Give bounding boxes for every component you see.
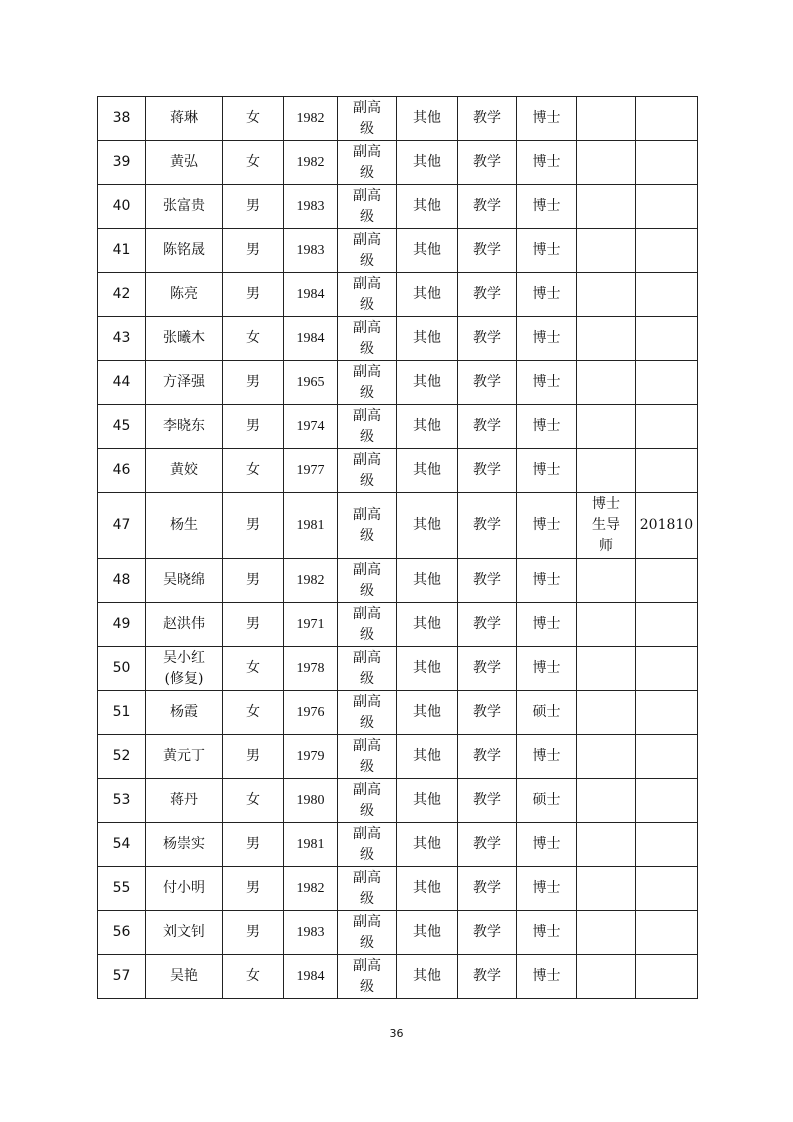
- row-number-cell: 48: [98, 559, 146, 603]
- post-cell: 教学: [458, 405, 517, 449]
- title-line: 级: [360, 978, 374, 995]
- title-line: 级: [360, 758, 374, 775]
- name-cell: 蒋琳: [146, 97, 223, 141]
- post-cell: 教学: [458, 867, 517, 911]
- birth-year-cell: 1983: [284, 185, 338, 229]
- appointment-date-cell: [636, 911, 698, 955]
- category-cell: 其他: [397, 405, 458, 449]
- supervisor-cell: [577, 449, 636, 493]
- name-cell: 杨霞: [146, 691, 223, 735]
- appointment-date-cell: 201810: [636, 493, 698, 559]
- degree-cell: 博士: [517, 185, 577, 229]
- birth-year-cell: 1981: [284, 823, 338, 867]
- name-cell: 吴艳: [146, 955, 223, 999]
- supervisor-cell: [577, 603, 636, 647]
- supervisor-cell: [577, 229, 636, 273]
- title-line: 副高: [353, 99, 381, 116]
- title-cell: [338, 691, 397, 735]
- title-line: 级: [360, 164, 374, 181]
- appointment-date-cell: [636, 229, 698, 273]
- degree-cell: 博士: [517, 273, 577, 317]
- title-line: 级: [360, 670, 374, 687]
- birth-year-cell: 1979: [284, 735, 338, 779]
- title-cell: [338, 823, 397, 867]
- degree-cell: 博士: [517, 955, 577, 999]
- gender-cell: 女: [223, 141, 284, 185]
- post-cell: 教学: [458, 647, 517, 691]
- table-row: [98, 405, 698, 449]
- gender-cell: 女: [223, 647, 284, 691]
- degree-cell: 博士: [517, 559, 577, 603]
- table-row: [98, 823, 698, 867]
- title-cell: [338, 647, 397, 691]
- table-row: [98, 647, 698, 691]
- birth-year-cell: 1983: [284, 911, 338, 955]
- table-row: [98, 603, 698, 647]
- table-row: [98, 229, 698, 273]
- name-cell: 张曦木: [146, 317, 223, 361]
- table-row: [98, 911, 698, 955]
- gender-cell: 男: [223, 735, 284, 779]
- title-cell: [338, 559, 397, 603]
- degree-cell: 博士: [517, 141, 577, 185]
- table-row: [98, 361, 698, 405]
- supervisor-cell: [577, 647, 636, 691]
- category-cell: 其他: [397, 691, 458, 735]
- title-cell: [338, 955, 397, 999]
- table-row: [98, 691, 698, 735]
- row-number-cell: 51: [98, 691, 146, 735]
- birth-year-cell: 1965: [284, 361, 338, 405]
- title-line: 副高: [353, 363, 381, 380]
- title-line: 副高: [353, 319, 381, 336]
- appointment-date-cell: [636, 317, 698, 361]
- degree-cell: 博士: [517, 603, 577, 647]
- birth-year-cell: 1971: [284, 603, 338, 647]
- name-line: 吴小红: [163, 649, 205, 666]
- supervisor-cell: [577, 317, 636, 361]
- category-cell: 其他: [397, 559, 458, 603]
- post-cell: 教学: [458, 273, 517, 317]
- supervisor-cell: [577, 691, 636, 735]
- birth-year-cell: 1982: [284, 97, 338, 141]
- birth-year-cell: 1974: [284, 405, 338, 449]
- name-cell: 杨生: [146, 493, 223, 559]
- title-line: 级: [360, 890, 374, 907]
- post-cell: 教学: [458, 779, 517, 823]
- title-cell: [338, 911, 397, 955]
- birth-year-cell: 1982: [284, 141, 338, 185]
- category-cell: 其他: [397, 273, 458, 317]
- supervisor-line: 师: [599, 538, 613, 554]
- title-line: 级: [360, 714, 374, 731]
- title-line: 级: [360, 340, 374, 357]
- title-line: 级: [360, 120, 374, 137]
- category-cell: 其他: [397, 361, 458, 405]
- appointment-date-cell: [636, 361, 698, 405]
- gender-cell: 女: [223, 317, 284, 361]
- row-number-cell: 39: [98, 141, 146, 185]
- title-cell: [338, 449, 397, 493]
- gender-cell: 男: [223, 823, 284, 867]
- title-line: 副高: [353, 781, 381, 798]
- post-cell: 教学: [458, 603, 517, 647]
- title-cell: [338, 97, 397, 141]
- category-cell: 其他: [397, 867, 458, 911]
- post-cell: 教学: [458, 911, 517, 955]
- table-row: [98, 449, 698, 493]
- gender-cell: 男: [223, 559, 284, 603]
- name-cell: 杨崇实: [146, 823, 223, 867]
- supervisor-cell: [577, 97, 636, 141]
- title-line: 级: [360, 626, 374, 643]
- appointment-date-cell: [636, 867, 698, 911]
- appointment-date-cell: [636, 955, 698, 999]
- appointment-date-cell: [636, 449, 698, 493]
- birth-year-cell: 1976: [284, 691, 338, 735]
- category-cell: 其他: [397, 493, 458, 559]
- category-cell: 其他: [397, 911, 458, 955]
- title-line: 副高: [353, 407, 381, 424]
- title-line: 副高: [353, 143, 381, 160]
- degree-cell: 博士: [517, 317, 577, 361]
- degree-cell: 博士: [517, 647, 577, 691]
- gender-cell: 男: [223, 911, 284, 955]
- birth-year-cell: 1982: [284, 559, 338, 603]
- post-cell: 教学: [458, 493, 517, 559]
- birth-year-cell: 1982: [284, 867, 338, 911]
- title-cell: [338, 361, 397, 405]
- appointment-date-cell: [636, 97, 698, 141]
- category-cell: 其他: [397, 823, 458, 867]
- title-line: 级: [360, 582, 374, 599]
- table-row: [98, 97, 698, 141]
- title-line: 副高: [353, 693, 381, 710]
- post-cell: 教学: [458, 449, 517, 493]
- supervisor-cell: [577, 405, 636, 449]
- degree-cell: 博士: [517, 97, 577, 141]
- supervisor-cell: [577, 559, 636, 603]
- row-number-cell: 40: [98, 185, 146, 229]
- title-line: 副高: [353, 649, 381, 666]
- title-line: 副高: [353, 825, 381, 842]
- table-row: [98, 185, 698, 229]
- category-cell: 其他: [397, 603, 458, 647]
- degree-cell: 博士: [517, 361, 577, 405]
- category-cell: 其他: [397, 185, 458, 229]
- post-cell: 教学: [458, 955, 517, 999]
- title-cell: [338, 405, 397, 449]
- supervisor-cell: [577, 735, 636, 779]
- degree-cell: 博士: [517, 405, 577, 449]
- birth-year-cell: 1978: [284, 647, 338, 691]
- birth-year-cell: 1984: [284, 273, 338, 317]
- table-row: [98, 273, 698, 317]
- title-cell: [338, 229, 397, 273]
- title-line: 副高: [353, 506, 381, 523]
- appointment-date-cell: [636, 559, 698, 603]
- name-cell: 张富贵: [146, 185, 223, 229]
- title-line: 副高: [353, 231, 381, 248]
- row-number-cell: 41: [98, 229, 146, 273]
- gender-cell: 男: [223, 493, 284, 559]
- birth-year-cell: 1981: [284, 493, 338, 559]
- appointment-date-cell: [636, 779, 698, 823]
- post-cell: 教学: [458, 559, 517, 603]
- degree-cell: 博士: [517, 911, 577, 955]
- appointment-date-cell: [636, 603, 698, 647]
- title-line: 副高: [353, 957, 381, 974]
- title-line: 级: [360, 252, 374, 269]
- supervisor-cell: [577, 867, 636, 911]
- category-cell: 其他: [397, 647, 458, 691]
- title-line: 副高: [353, 737, 381, 754]
- title-line: 副高: [353, 913, 381, 930]
- name-cell: 黄元丁: [146, 735, 223, 779]
- row-number-cell: 50: [98, 647, 146, 691]
- post-cell: 教学: [458, 185, 517, 229]
- table-row: [98, 867, 698, 911]
- degree-cell: 博士: [517, 449, 577, 493]
- title-line: 级: [360, 934, 374, 951]
- row-number-cell: 43: [98, 317, 146, 361]
- gender-cell: 男: [223, 405, 284, 449]
- name-cell: 吴晓绵: [146, 559, 223, 603]
- name-cell: 黄姣: [146, 449, 223, 493]
- supervisor-cell: [577, 361, 636, 405]
- category-cell: 其他: [397, 735, 458, 779]
- degree-cell: 博士: [517, 493, 577, 559]
- degree-cell: 博士: [517, 823, 577, 867]
- title-line: 副高: [353, 605, 381, 622]
- category-cell: 其他: [397, 317, 458, 361]
- appointment-date-cell: [636, 823, 698, 867]
- category-cell: 其他: [397, 229, 458, 273]
- title-line: 级: [360, 296, 374, 313]
- page-number: 36: [389, 1027, 404, 1040]
- category-cell: 其他: [397, 449, 458, 493]
- post-cell: 教学: [458, 691, 517, 735]
- row-number-cell: 46: [98, 449, 146, 493]
- birth-year-cell: 1983: [284, 229, 338, 273]
- row-number-cell: 49: [98, 603, 146, 647]
- row-number-cell: 38: [98, 97, 146, 141]
- row-number-cell: 55: [98, 867, 146, 911]
- gender-cell: 女: [223, 955, 284, 999]
- table-row: [98, 779, 698, 823]
- name-cell: 付小明: [146, 867, 223, 911]
- appointment-date-cell: [636, 185, 698, 229]
- name-cell: [146, 647, 223, 691]
- supervisor-cell: [577, 273, 636, 317]
- degree-cell: 博士: [517, 229, 577, 273]
- row-number-cell: 47: [98, 493, 146, 559]
- post-cell: 教学: [458, 823, 517, 867]
- row-number-cell: 44: [98, 361, 146, 405]
- appointment-date-cell: [636, 691, 698, 735]
- row-number-cell: 52: [98, 735, 146, 779]
- supervisor-cell: [577, 185, 636, 229]
- title-cell: [338, 735, 397, 779]
- row-number-cell: 42: [98, 273, 146, 317]
- name-cell: 刘文钊: [146, 911, 223, 955]
- row-number-cell: 56: [98, 911, 146, 955]
- post-cell: 教学: [458, 361, 517, 405]
- supervisor-cell: [577, 493, 636, 559]
- degree-cell: 硕士: [517, 691, 577, 735]
- name-line: (修复): [164, 670, 204, 687]
- category-cell: 其他: [397, 141, 458, 185]
- supervisor-cell: [577, 911, 636, 955]
- title-line: 级: [360, 428, 374, 445]
- gender-cell: 男: [223, 603, 284, 647]
- degree-cell: 硕士: [517, 779, 577, 823]
- title-line: 副高: [353, 275, 381, 292]
- title-line: 副高: [353, 869, 381, 886]
- title-cell: [338, 185, 397, 229]
- title-line: 副高: [353, 561, 381, 578]
- table-row: [98, 955, 698, 999]
- gender-cell: 男: [223, 867, 284, 911]
- title-cell: [338, 273, 397, 317]
- title-line: 级: [360, 472, 374, 489]
- appointment-date-cell: [636, 735, 698, 779]
- row-number-cell: 54: [98, 823, 146, 867]
- gender-cell: 女: [223, 779, 284, 823]
- table-row: [98, 735, 698, 779]
- title-cell: [338, 141, 397, 185]
- name-cell: 李晓东: [146, 405, 223, 449]
- name-cell: 陈亮: [146, 273, 223, 317]
- title-cell: [338, 779, 397, 823]
- degree-cell: 博士: [517, 735, 577, 779]
- post-cell: 教学: [458, 229, 517, 273]
- supervisor-line: 生导: [592, 517, 620, 533]
- post-cell: 教学: [458, 141, 517, 185]
- row-number-cell: 53: [98, 779, 146, 823]
- degree-cell: 博士: [517, 867, 577, 911]
- supervisor-cell: [577, 141, 636, 185]
- name-cell: 陈铭晟: [146, 229, 223, 273]
- gender-cell: 女: [223, 97, 284, 141]
- title-cell: [338, 493, 397, 559]
- faculty-table: [97, 96, 698, 999]
- post-cell: 教学: [458, 735, 517, 779]
- table-row: [98, 317, 698, 361]
- supervisor-line: 博士: [592, 496, 620, 512]
- gender-cell: 男: [223, 229, 284, 273]
- gender-cell: 女: [223, 691, 284, 735]
- appointment-date-cell: [636, 141, 698, 185]
- birth-year-cell: 1980: [284, 779, 338, 823]
- title-line: 级: [360, 527, 374, 544]
- row-number-cell: 45: [98, 405, 146, 449]
- row-number-cell: 57: [98, 955, 146, 999]
- name-cell: 蒋丹: [146, 779, 223, 823]
- birth-year-cell: 1984: [284, 317, 338, 361]
- birth-year-cell: 1984: [284, 955, 338, 999]
- title-line: 副高: [353, 187, 381, 204]
- table-body: [98, 97, 698, 999]
- gender-cell: 男: [223, 361, 284, 405]
- title-line: 级: [360, 384, 374, 401]
- gender-cell: 男: [223, 185, 284, 229]
- title-line: 级: [360, 802, 374, 819]
- title-cell: [338, 867, 397, 911]
- appointment-date-cell: [636, 647, 698, 691]
- category-cell: 其他: [397, 97, 458, 141]
- table-row: [98, 141, 698, 185]
- supervisor-cell: [577, 779, 636, 823]
- name-cell: 赵洪伟: [146, 603, 223, 647]
- title-line: 级: [360, 208, 374, 225]
- supervisor-cell: [577, 823, 636, 867]
- post-cell: 教学: [458, 317, 517, 361]
- category-cell: 其他: [397, 779, 458, 823]
- title-cell: [338, 317, 397, 361]
- name-cell: 黄弘: [146, 141, 223, 185]
- table-row: [98, 493, 698, 559]
- gender-cell: 女: [223, 449, 284, 493]
- category-cell: 其他: [397, 955, 458, 999]
- title-line: 级: [360, 846, 374, 863]
- appointment-date-cell: [636, 273, 698, 317]
- table-row: [98, 559, 698, 603]
- appointment-date-cell: [636, 405, 698, 449]
- name-cell: 方泽强: [146, 361, 223, 405]
- title-cell: [338, 603, 397, 647]
- gender-cell: 男: [223, 273, 284, 317]
- supervisor-cell: [577, 955, 636, 999]
- birth-year-cell: 1977: [284, 449, 338, 493]
- title-line: 副高: [353, 451, 381, 468]
- post-cell: 教学: [458, 97, 517, 141]
